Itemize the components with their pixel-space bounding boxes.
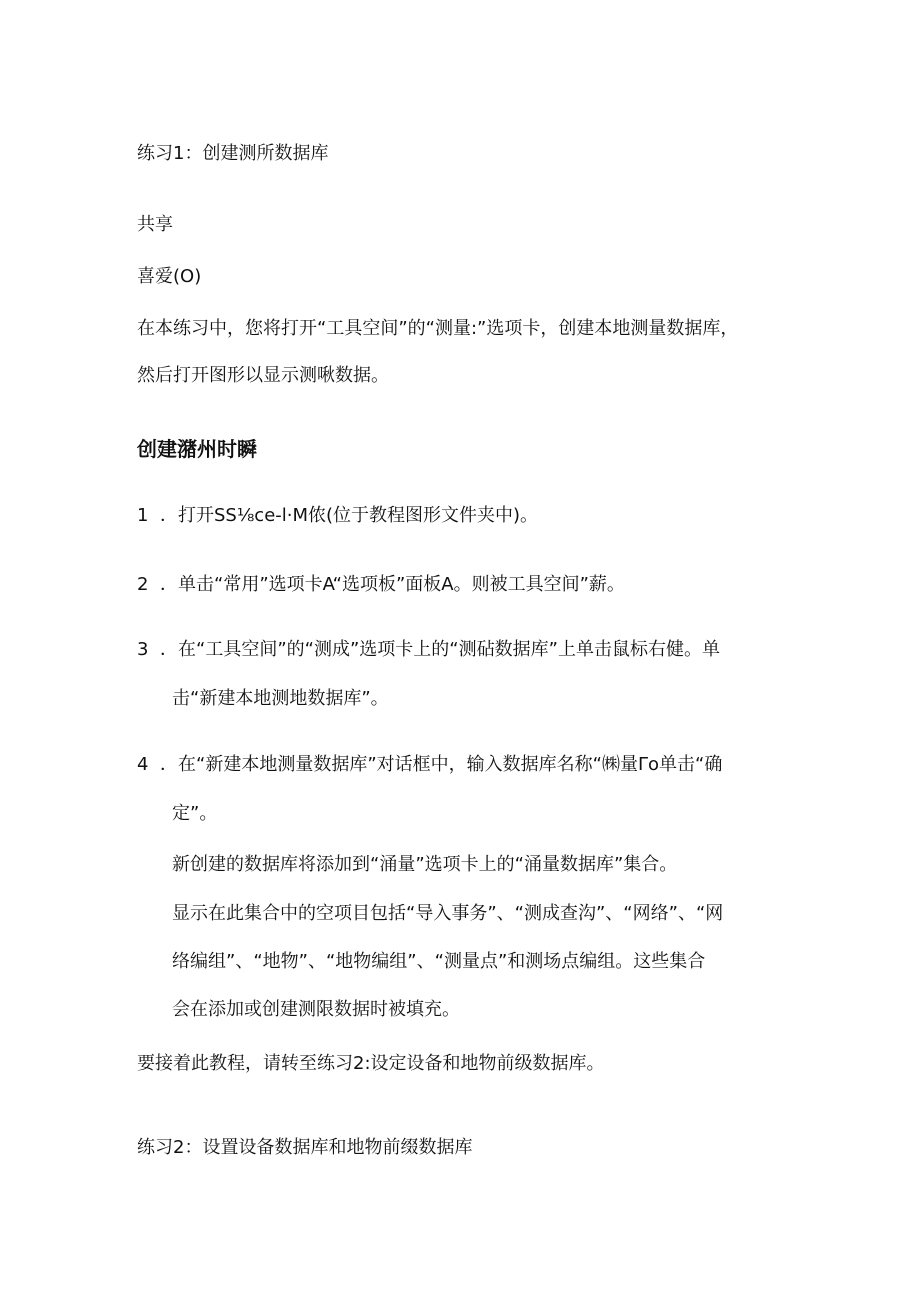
note-paragraph-2-line-1: 显示在此集合中的空项目包括“导入事务”、“测成查沟”、“网络”、“网 <box>172 903 724 924</box>
step-text-continuation: 击“新建本地测地数据库”。 <box>172 688 389 709</box>
like-link[interactable]: 喜爱(O) <box>137 266 202 287</box>
list-item <box>0 756 920 780</box>
step-text-continuation: 定”。 <box>172 803 218 824</box>
step-text: ．单击“常用”选项卡A“选项板”面板A。则被工具空间”薪。 <box>160 574 625 595</box>
share-link[interactable]: 共享 <box>137 214 173 235</box>
continue-text: 要接着此教程，请转至练习2:设定设备和地物前级数据库。 <box>137 1053 605 1074</box>
step-number: 3 <box>137 639 149 660</box>
next-exercise-title: 练习2：设置设备数据库和地物前缀数据库 <box>137 1137 473 1158</box>
step-text: ．打开SS⅛ce-l·M侬(位于教程图形文件夹中)。 <box>160 505 539 526</box>
list-item <box>0 576 920 600</box>
section-heading: 创建潴州时瞬 <box>137 437 257 461</box>
note-paragraph-1: 新创建的数据库将添加到“涌量”选项卡上的“涌量数据库”集合。 <box>172 854 678 875</box>
intro-paragraph-line-2: 然后打开图形以显示测啾数据。 <box>137 365 389 386</box>
step-number: 2 <box>137 574 149 595</box>
note-paragraph-2-line-3: 会在添加或创建测限数据时被填充。 <box>172 999 460 1020</box>
step-number: 4 <box>137 754 149 775</box>
intro-paragraph-line-1: 在本练习中，您将打开“工具空间”的“测量:”选项卡，创建本地测量数据库， <box>137 318 739 339</box>
step-text: ．在“工具空间”的“测成”选项卡上的“测砧数据库”上单击鼠标右健。单 <box>160 639 720 660</box>
step-number: 1 <box>137 505 149 526</box>
step-text: ．在“新建本地测量数据库”对话框中，输入数据库名称“㈱量Γo单击“确 <box>160 754 723 775</box>
list-item <box>0 641 920 665</box>
list-item <box>0 507 920 531</box>
page-title: 练习1：创建测所数据库 <box>137 143 329 164</box>
note-paragraph-2-line-2: 络编组”、“地物”、“地物编组”、“测量点”和测场点编组。这些集合 <box>172 951 706 972</box>
